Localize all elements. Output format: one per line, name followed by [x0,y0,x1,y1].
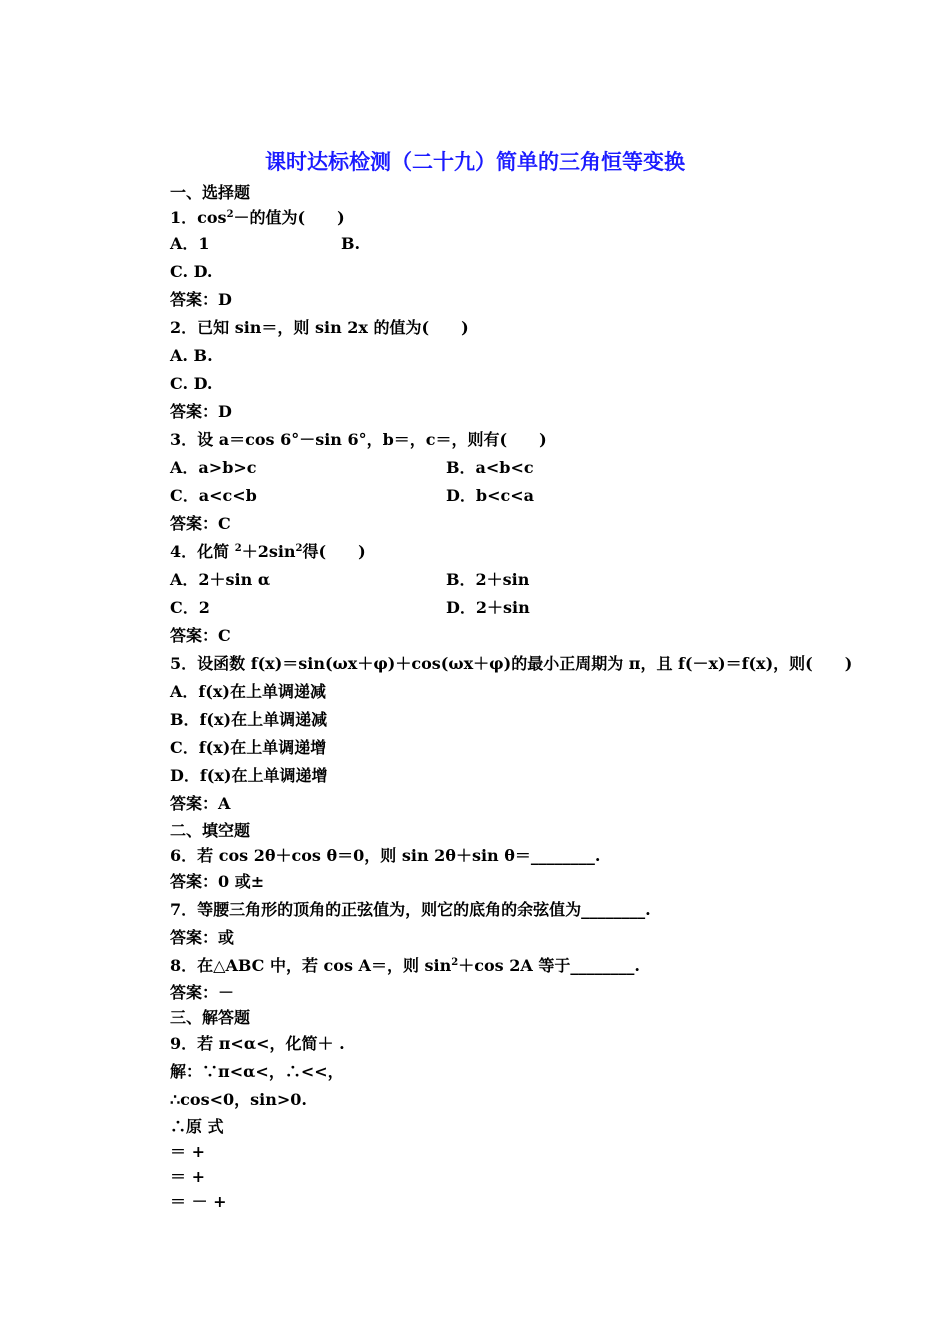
question-6-answer: 答案：0 或± [170,872,265,891]
question-7-answer: 答案：或 [170,928,235,947]
question-4-stem: 4．化简 $^2+2\sin^2$得( ) [170,542,366,561]
option-c: C．2 [170,598,210,617]
question-7-stem: 7．等腰三角形的顶角的正弦值为，则它的底角的余弦值为________. [170,900,651,919]
solution-line: ＝ － + [170,1192,227,1211]
option-a: A．1 [170,234,210,253]
question-2-options-ab: A. B. [170,346,213,365]
question-4-options-ab [170,566,830,594]
question-2-options-cd: C. D. [170,374,213,393]
question-5-option-b: B．f(x)在上单调递减 [170,710,328,729]
question-1-stem: 1．$\cos^2-$的值为( ) [170,208,345,227]
question-5-option-c: C．f(x)在上单调递增 [170,738,327,757]
question-8-stem: 8．在△ABC 中，若 cos A＝，则 $\sin^2+\cos$ 2A 等于________. [170,956,640,975]
question-5-answer: 答案：A [170,794,231,813]
page-title: 课时达标检测（二十九）简单的三角恒等变换 [265,149,685,174]
option-b: B．a<b<c [446,458,534,477]
question-3-options-cd [170,482,830,510]
question-2-stem: 2．已知 sin＝，则 sin 2x 的值为( ) [170,318,469,337]
section-heading: 三、解答题 [170,1008,251,1027]
option-b: B．2＋sin [446,570,530,589]
question-3-answer: 答案：C [170,514,231,533]
question-1-options-ab [170,230,830,258]
question-3-stem: 3．设 a＝cos 6°－sin 6°，b＝，c＝，则有( ) [170,430,547,449]
solution-line: ＝ + [170,1142,205,1161]
option-d: D．2＋sin [446,598,530,617]
section-heading: 一、选择题 [170,183,251,202]
question-1-options-cd: C. D. [170,262,213,281]
content-body [170,180,853,1214]
question-4-options-cd [170,594,830,622]
question-1-answer: 答案：D [170,290,232,309]
solution-line: 解：∵π<α<，∴<<， [170,1062,344,1081]
section-heading: 二、填空题 [170,821,251,840]
question-2-answer: 答案：D [170,402,232,421]
question-4-answer: 答案：C [170,626,231,645]
option-b: B. [341,234,361,253]
question-5-option-d: D．f(x)在上单调递增 [170,766,328,785]
option-d: D．b<c<a [446,486,534,505]
option-a: A．a>b>c [170,458,257,477]
question-9-stem: 9．若 π<α<，化简＋ . [170,1034,345,1053]
question-6-stem: 6．若 cos 2θ＋cos θ＝0，则 sin 2θ＋sin θ＝________. [170,846,601,865]
solution-line: ∴原 式 [170,1117,224,1136]
question-5-stem: 5．设函数 f(x)＝sin(ωx＋φ)＋cos(ωx＋φ)的最小正周期为 π，且 f(－x)＝f(x)，则( ) [170,654,853,673]
solution-line: ＝ + [170,1167,205,1186]
option-c: C．a<c<b [170,486,257,505]
question-8-answer: 答案：－ [170,983,235,1002]
question-5-option-a: A．f(x)在上单调递减 [170,682,326,701]
solution-line: ∴cos<0，sin>0. [170,1090,307,1109]
option-a: A．2＋sin α [170,570,271,589]
question-3-options-ab [170,454,830,482]
